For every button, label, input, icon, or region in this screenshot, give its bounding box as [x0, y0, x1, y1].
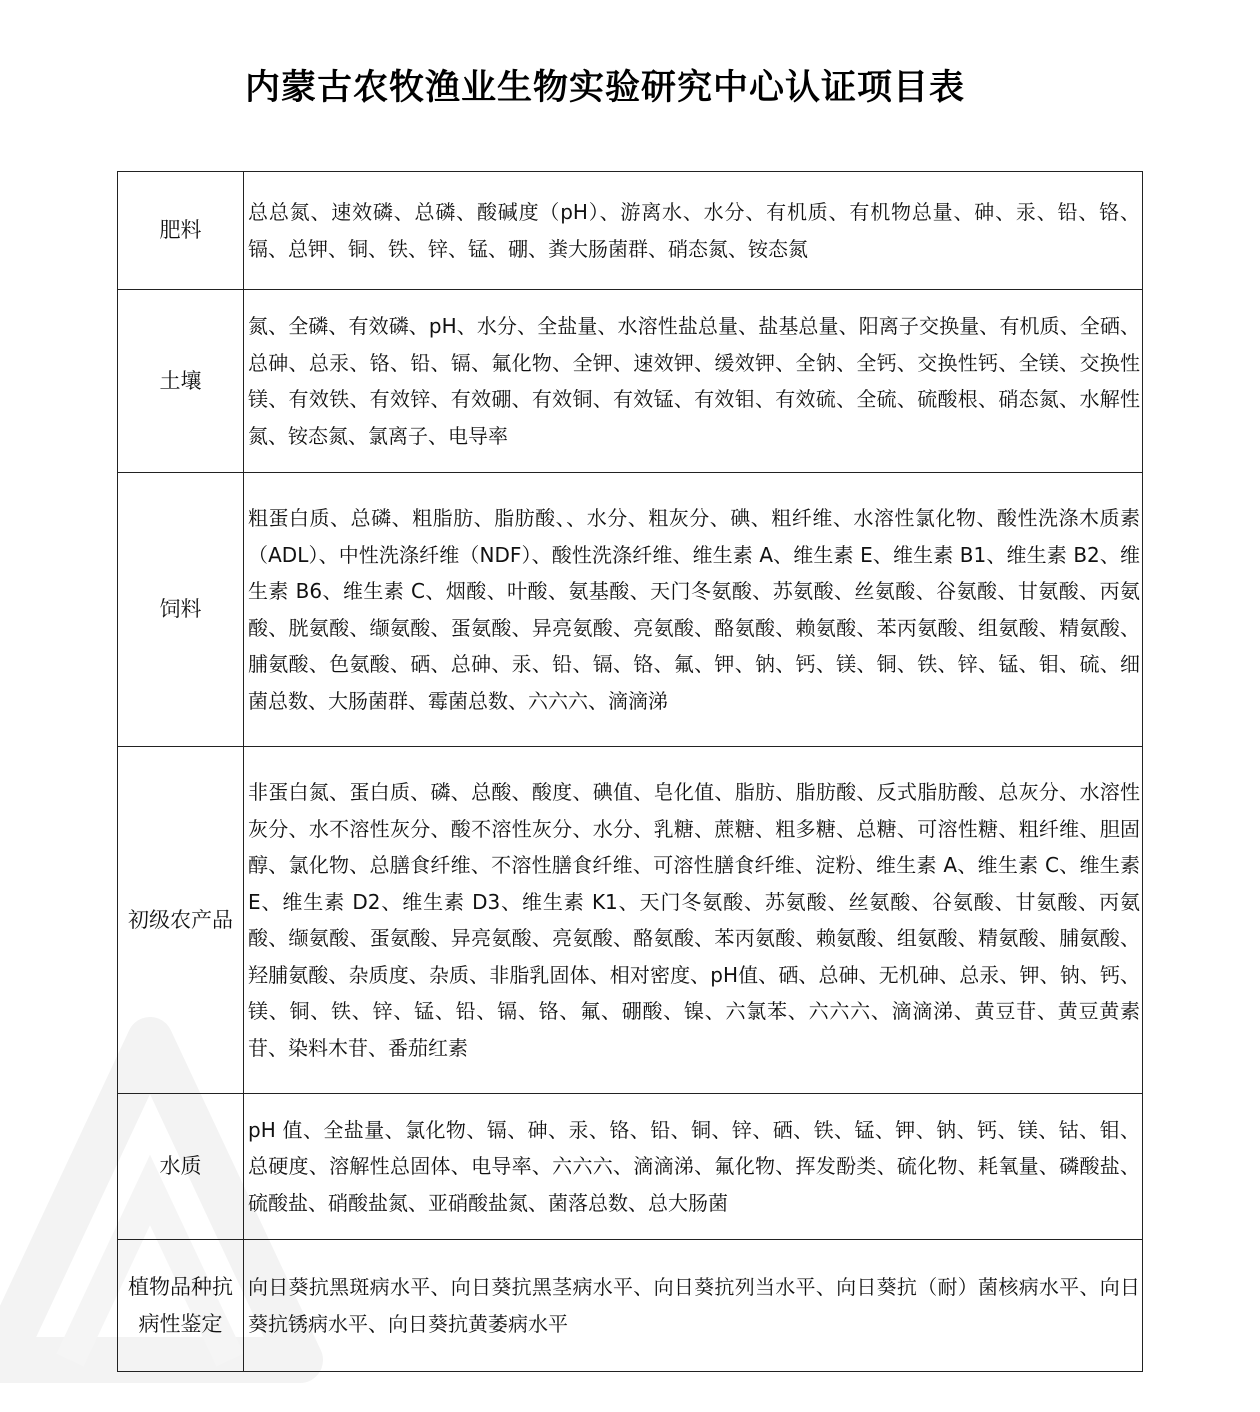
category-cell: 饲料: [118, 473, 244, 747]
certification-items-table: [117, 171, 1143, 1372]
items-cell: 氮、全磷、有效磷、pH、水分、全盐量、水溶性盐总量、盐基总量、阳离子交换量、有机质、全硒、总砷、总汞、铬、铅、镉、氟化物、全钾、速效钾、缓效钾、全钠、全钙、交换性钙、全镁、交换性镁、有效铁、有效锌、有效硼、有效铜、有效锰、有效钼、有效硫、全硫、硫酸根、硝态氮、水解性氮、铵态氮、氯离子、电导率: [244, 290, 1143, 473]
items-cell: 非蛋白氮、蛋白质、磷、总酸、酸度、碘值、皂化值、脂肪、脂肪酸、反式脂肪酸、总灰分、水溶性灰分、水不溶性灰分、酸不溶性灰分、水分、乳糖、蔗糖、粗多糖、总糖、可溶性糖、粗纤维、胆固醇、氯化物、总膳食纤维、不溶性膳食纤维、可溶性膳食纤维、淀粉、维生素 A、维生素 C、维生素 E、维生素 D2、维生素 D3、维生素 K1、天门冬氨酸、苏氨酸、丝氨酸、谷氨酸、甘氨酸、丙氨酸、缬氨酸、蛋氨酸、异亮氨酸、亮氨酸、酪氨酸、苯丙氨酸、赖氨酸、组氨酸、精氨酸、脯氨酸、羟脯氨酸、杂质度、杂质、非脂乳固体、相对密度、pH值、硒、总砷、无机砷、总汞、钾、钠、钙、镁、铜、铁、锌、锰、铅、镉、铬、氟、硼酸、镍、六氯苯、六六六、滴滴涕、黄豆苷、黄豆黄素苷、染料木苷、番茄红素: [244, 747, 1143, 1094]
category-cell: 水质: [118, 1094, 244, 1240]
category-cell: 植物品种抗病性鉴定: [118, 1240, 244, 1372]
table-row: [118, 290, 1143, 473]
page-title: 内蒙古农牧渔业生物实验研究中心认证项目表: [244, 68, 965, 108]
items-cell: 粗蛋白质、总磷、粗脂肪、脂肪酸、、水分、粗灰分、碘、粗纤维、水溶性氯化物、酸性洗涤木质素（ADL）、中性洗涤纤维（NDF）、酸性洗涤纤维、维生素 A、维生素 E、维生素 B1、维生素 B2、维生素 B6、维生素 C、烟酸、叶酸、氨基酸、天门冬氨酸、苏氨酸、丝氨酸、谷氨酸、甘氨酸、丙氨酸、胱氨酸、缬氨酸、蛋氨酸、异亮氨酸、亮氨酸、酪氨酸、赖氨酸、苯丙氨酸、组氨酸、精氨酸、脯氨酸、色氨酸、硒、总砷、汞、铅、镉、铬、氟、钾、钠、钙、镁、铜、铁、锌、锰、钼、硫、细菌总数、大肠菌群、霉菌总数、六六六、滴滴涕: [244, 473, 1143, 747]
table-row: [118, 747, 1143, 1094]
category-cell: 肥料: [118, 172, 244, 290]
items-cell: 向日葵抗黑斑病水平、向日葵抗黑茎病水平、向日葵抗列当水平、向日葵抗（耐）菌核病水平、向日葵抗锈病水平、向日葵抗黄萎病水平: [244, 1240, 1143, 1372]
category-cell: 土壤: [118, 290, 244, 473]
table-row: [118, 1240, 1143, 1372]
table-row: [118, 1094, 1143, 1240]
category-cell: 初级农产品: [118, 747, 244, 1094]
table-row: [118, 473, 1143, 747]
table-row: [118, 172, 1143, 290]
items-cell: 总总氮、速效磷、总磷、酸碱度（pH）、游离水、水分、有机质、有机物总量、砷、汞、铅、铬、镉、总钾、铜、铁、锌、锰、硼、粪大肠菌群、硝态氮、铵态氮: [244, 172, 1143, 290]
items-cell: pH 值、全盐量、氯化物、镉、砷、汞、铬、铅、铜、锌、硒、铁、锰、钾、钠、钙、镁、钴、钼、总硬度、溶解性总固体、电导率、六六六、滴滴涕、氟化物、挥发酚类、硫化物、耗氧量、磷酸盐、硫酸盐、硝酸盐氮、亚硝酸盐氮、菌落总数、总大肠菌: [244, 1094, 1143, 1240]
